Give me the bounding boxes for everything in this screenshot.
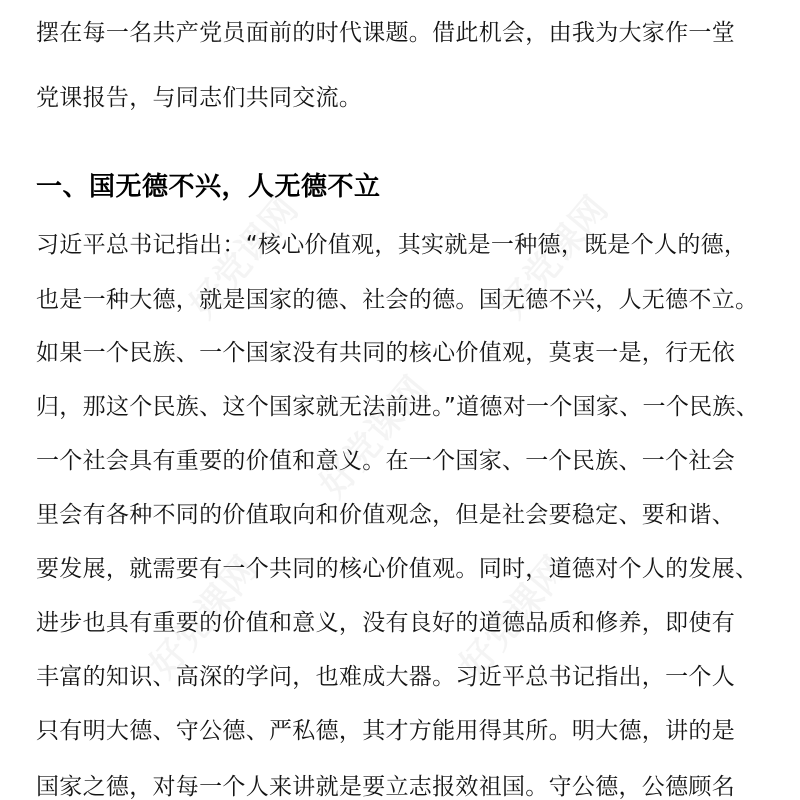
body-line: 里会有各种不同的价值取向和价值观念，但是社会要稳定、要和谐、 — [36, 502, 735, 528]
body-line: 习近平总书记指出：“核心价值观，其实就是一种德，既是个人的德， — [36, 232, 748, 258]
body-line: 国家之德，对每一个人来讲就是要立志报效祖国。守公德，公德顾名 — [36, 774, 735, 800]
body-line: 丰富的知识、高深的学问，也难成大器。习近平总书记指出，一个人 — [36, 664, 735, 690]
body-line: 如果一个民族、一个国家没有共同的核心价值观，莫衷一是，行无依 — [36, 340, 735, 366]
body-line: 一个社会具有重要的价值和意义。在一个国家、一个民族、一个社会 — [36, 448, 735, 474]
body-line: 要发展，就需要有一个共同的核心价值观。同时，道德对个人的发展、 — [36, 556, 759, 582]
body-line: 也是一种大德，就是国家的德、社会的德。国无德不兴，人无德不立。 — [36, 287, 759, 313]
intro-line: 摆在每一名共产党员面前的时代课题。借此机会，由我为大家作一堂 — [36, 20, 735, 46]
section-heading: 一、国无德不兴，人无德不立 — [36, 172, 381, 202]
body-line: 进步也具有重要的价值和意义，没有良好的道德品质和修养，即使有 — [36, 610, 735, 636]
body-line: 只有明大德、守公德、严私德，其才方能用得其所。明大德，讲的是 — [36, 718, 735, 744]
body-line: 归，那这个民族、这个国家就无法前进。”道德对一个国家、一个民族、 — [36, 394, 760, 420]
intro-line: 党课报告，与同志们共同交流。 — [36, 85, 363, 111]
watermark — [306, 364, 438, 507]
